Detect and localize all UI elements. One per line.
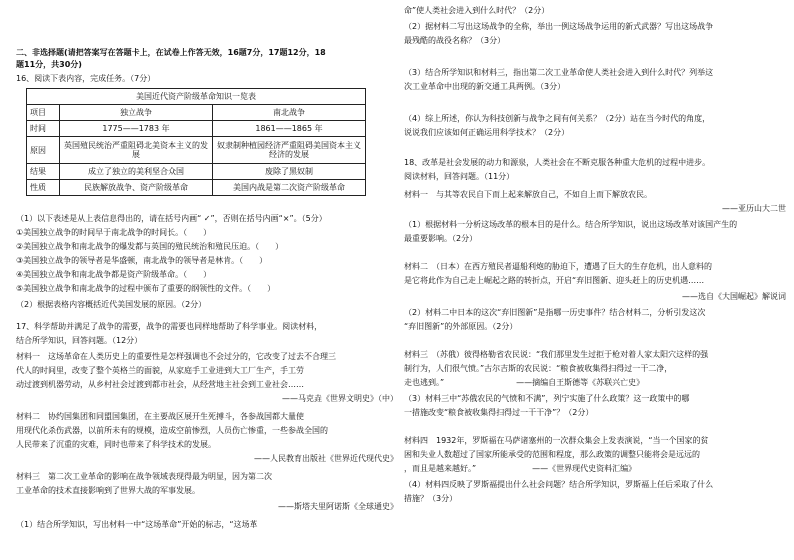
table-row	[27, 180, 366, 196]
material-two-source: ——选自《大国崛起》解说词	[682, 292, 786, 301]
material-two-source: ——人民教育出版社《世界近代现代史》	[254, 454, 398, 463]
table-header-cell: 项目	[27, 105, 60, 121]
table-row	[27, 137, 366, 164]
text-line: （4）综上所述，你认为科技创新与战争之间有何关系？（2分）站在当今时代的角度，	[404, 114, 711, 123]
material-four-line: ，而且是越来越好。” ——《世界现代史资料汇编》	[404, 464, 637, 473]
material-three-line: 工业革命的技术直接影响到了世界大战的军事发展。	[16, 486, 200, 495]
material-one-source: ——马克垚《世界文明史》（中）	[282, 394, 398, 403]
text-line: 最重要影响。（2分）	[404, 234, 478, 243]
table-cell: 民族解放战争、资产阶级革命	[60, 180, 213, 196]
text-line: 命”使人类社会进入到什么时代？（2分）	[404, 6, 550, 15]
table-caption: 美国近代资产阶级革命知识一览表	[27, 89, 366, 105]
text-line: （2）据材料二写出这场战争的全称，举出一例这场战争运用的新式武器？写出这场战争	[404, 22, 714, 31]
table-header-cell: 独立战争	[60, 105, 213, 121]
material-two-line: 是它将此作为自己走上崛起之路的转折点，开启“弃旧图新、迎头赶上的历史机遇……	[404, 276, 705, 285]
q17-intro-cont: 结合所学知识，回答问题。（12分）	[16, 336, 143, 345]
q17-part1: （1）结合所学知识，写出材料一中“这场革命”开始的标志，“这场革	[16, 520, 258, 529]
material-one-line: 材料一 与其等农民自下而上起来解放自己，不如自上而下解放农民。	[404, 190, 652, 199]
row-label: 结果	[27, 164, 60, 180]
table-cell: 英国殖民统治严重阻碍北美资本主义的发展	[60, 137, 213, 164]
material-two-line: 用现代化杀伤武器，以前所未有的规模，造成空前惨烈，人员伤亡惨重，一些参战全国的	[16, 426, 328, 435]
material-one-line: 代人的时间里，改变了整个英格兰的面貌，从家庭手工业进到大工厂生产，手工劳	[16, 366, 304, 375]
text-line: （1）根据材料一分析这场改革的根本目的是什么。结合所学知识，说出这场改革对该国产生的	[404, 220, 738, 229]
text-line: 次工业革命中出现的新交通工具两例。（3分）	[404, 82, 566, 91]
table-row	[27, 121, 366, 137]
text-line: 措施？（3分）	[404, 494, 458, 503]
material-one-source: ——亚历山大二世	[722, 204, 786, 213]
material-two-line: 材料二 （日本）在西方殖民者逼船利炮的胁迫下，遭遇了巨大的生存危机，出人意料的	[404, 262, 712, 271]
q16-option: ①美国独立战争的时间早于南北战争的时间长。（ ）	[16, 228, 212, 237]
table-cell: 1861——1865 年	[213, 121, 366, 137]
material-four-line: 困和失业人数超过了国家所能承受的范围和程度，那么政策的调整只能将会是远远的	[404, 450, 700, 459]
material-two-line: 材料二 协约国集团和同盟国集团，在主要战区展开生死搏斗，各参战国都大量使	[16, 412, 304, 421]
material-one-line: 动过渡到机器劳动，从乡村社会过渡到都市社会，从经营地主社会到工业社会……	[16, 380, 304, 389]
section-title: 二、非选择题(请把答案写在答题卡上，在试卷上作答无效，16题7分，17题12分，18	[16, 48, 326, 57]
text-line: “弃旧图新”的外部原因。（2分）	[404, 322, 518, 331]
text-line: （2）材料二中日本的这次“弃旧图新”是指哪一历史事件？结合材料二，分析引发这次	[404, 308, 706, 317]
q18-intro-cont: 阅读材料，回答问题。（11分）	[404, 172, 515, 181]
q16-part1: （1）以下表述是从上表信息得出的，请在括号内画“ ✓”，否则在括号内画“×”。（5分）	[16, 214, 327, 223]
material-three-line: 走也逃到。” ——摘编自王斯德等《苏联兴亡史》	[404, 378, 645, 387]
material-three-line: 材料三 （苏俄）彼得格勒省农民说：“我们那里发生过拒于枪对着人家太阳穴这样的强	[404, 350, 709, 359]
table-header-row	[27, 105, 366, 121]
row-label: 时间	[27, 121, 60, 137]
q16-option: ③美国独立战争的领导者是华盛顿，南北战争的领导者是林肯。（ ）	[16, 256, 268, 265]
material-three-source: ——斯塔夫里阿诺斯《全球通史》	[278, 502, 398, 511]
material-one-line: 材料一 这场革命在人类历史上的重要性是怎样强调也不会过分的，它改变了过去不合理三	[16, 352, 336, 361]
table-cell: 美国内战是第二次资产阶级革命	[213, 180, 366, 196]
material-four-line: 材料四 1932年，罗斯福在马萨诸塞州的一次群众集会上发表演说，“当一个国家的贫	[404, 436, 709, 445]
q16-intro: 16、阅读下表内容，完成任务。（7分）	[16, 74, 156, 83]
material-three-line: 制行为，人们很气愤。”古尔吉斯的农民说：“粮食被收集得扫得过一干二净，	[404, 364, 673, 373]
q16-option: ④美国独立战争和南北战争都是资产阶级革命。（ ）	[16, 270, 212, 279]
knowledge-table	[26, 88, 366, 196]
q16-option: ⑤美国独立战争和南北战争的过程中颁布了重要的纲领性的文件。（ ）	[16, 284, 276, 293]
text-line: （3）材料三中“苏俄农民的气愤和不满”，列宁实施了什么政策？这一政策中的哪	[404, 394, 690, 403]
material-two-line: 人民带来了沉重的灾难，同时也带来了科学技术的发展。	[16, 440, 216, 449]
text-line: 一措施改变“粮食被收集得扫得过一干干净”？（2分）	[404, 408, 594, 417]
table-cell: 1775——1783 年	[60, 121, 213, 137]
row-label: 原因	[27, 137, 60, 164]
material-three-line: 材料三 第二次工业革命的影响在战争领域表现得最为明显，因为第二次	[16, 472, 272, 481]
text-line: 说说我们应该如何正确运用科学技术？（2分）	[404, 128, 570, 137]
text-line: （4）材料四反映了罗斯福提出什么社会问题？结合所学知识，罗斯福上任后采取了什么	[404, 480, 714, 489]
table-header-cell: 南北战争	[213, 105, 366, 121]
q16-option: ②美国独立战争和南北战争的爆发都与英国的殖民统治和殖民压迫。（ ）	[16, 242, 284, 251]
q16-part2: （2）根据表格内容概括近代美国发展的原因。（2分）	[16, 300, 207, 309]
q17-intro: 17、科学帮助并满足了战争的需要，战争的需要也同样地帮助了科学事业。阅读材料，	[16, 322, 323, 331]
table-cell: 废除了黑奴制	[213, 164, 366, 180]
text-line: 最残酷的战役名称？（3分）	[404, 36, 506, 45]
table-cell: 成立了独立的美利坚合众国	[60, 164, 213, 180]
row-label: 性质	[27, 180, 60, 196]
section-title-cont: 题11分，共30分)	[16, 60, 82, 69]
text-line: （3）结合所学知识和材料三，指出第二次工业革命使人类社会进入到什么时代？列举这	[404, 68, 714, 77]
table-cell: 奴隶制种植园经济严重阻碍美国资本主义经济的发展	[213, 137, 366, 164]
table-row	[27, 164, 366, 180]
q18-intro: 18、改革是社会发展的动力和源泉，人类社会在不断克服各种重大危机的过程中进步。	[404, 158, 711, 167]
